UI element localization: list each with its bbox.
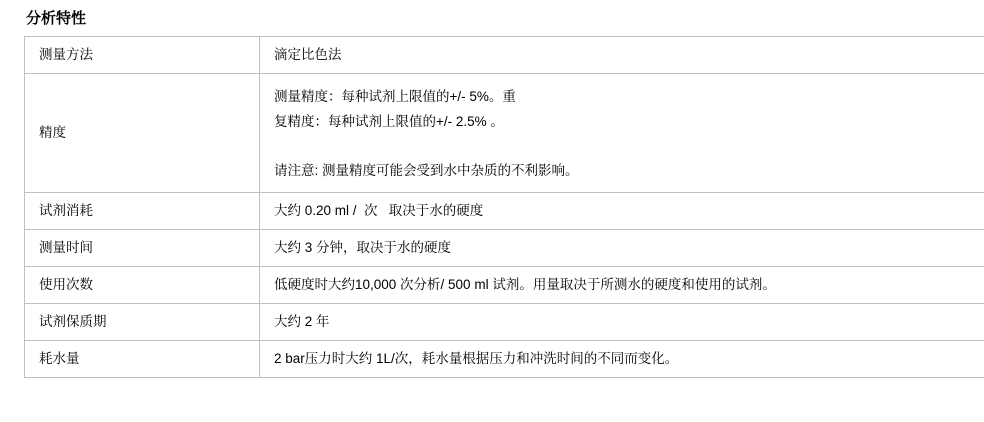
row-value-line: 测量精度：每种试剂上限值的+/- 5%。重 xyxy=(274,88,516,104)
row-label: 耗水量 xyxy=(25,341,260,378)
row-value-note: 请注意: 测量精度可能会受到水中杂质的不利影响。 xyxy=(274,162,579,178)
row-value: 低硬度时大约10,000 次分析/ 500 ml 试剂。用量取决于所测水的硬度和使用的试剂。 xyxy=(260,267,984,304)
page-title: 分析特性 xyxy=(26,10,87,27)
row-label: 测量时间 xyxy=(25,230,260,267)
row-label: 使用次数 xyxy=(25,267,260,304)
table-row xyxy=(25,341,984,378)
row-label: 试剂保质期 xyxy=(25,304,260,341)
analysis-characteristics-table xyxy=(24,36,984,378)
table-row xyxy=(25,304,984,341)
row-label: 测量方法 xyxy=(25,37,260,74)
row-label: 试剂消耗 xyxy=(25,193,260,230)
row-value: 大约 3 分钟，取决于水的硬度 xyxy=(260,230,984,267)
row-value xyxy=(260,74,984,193)
row-value: 大约 2 年 xyxy=(260,304,984,341)
row-value-block xyxy=(274,84,984,183)
table-row xyxy=(25,74,984,193)
table-row xyxy=(25,193,984,230)
table-row xyxy=(25,230,984,267)
row-value: 2 bar压力时大约 1L/次，耗水量根据压力和冲洗时间的不同而变化。 xyxy=(260,341,984,378)
table-row xyxy=(25,267,984,304)
row-label: 精度 xyxy=(25,74,260,193)
row-value: 滴定比色法 xyxy=(260,37,984,74)
table-row xyxy=(25,37,984,74)
row-value: 大约 0.20 ml / 次 取决于水的硬度 xyxy=(260,193,984,230)
row-value-line: 复精度：每种试剂上限值的+/- 2.5% 。 xyxy=(274,113,504,129)
